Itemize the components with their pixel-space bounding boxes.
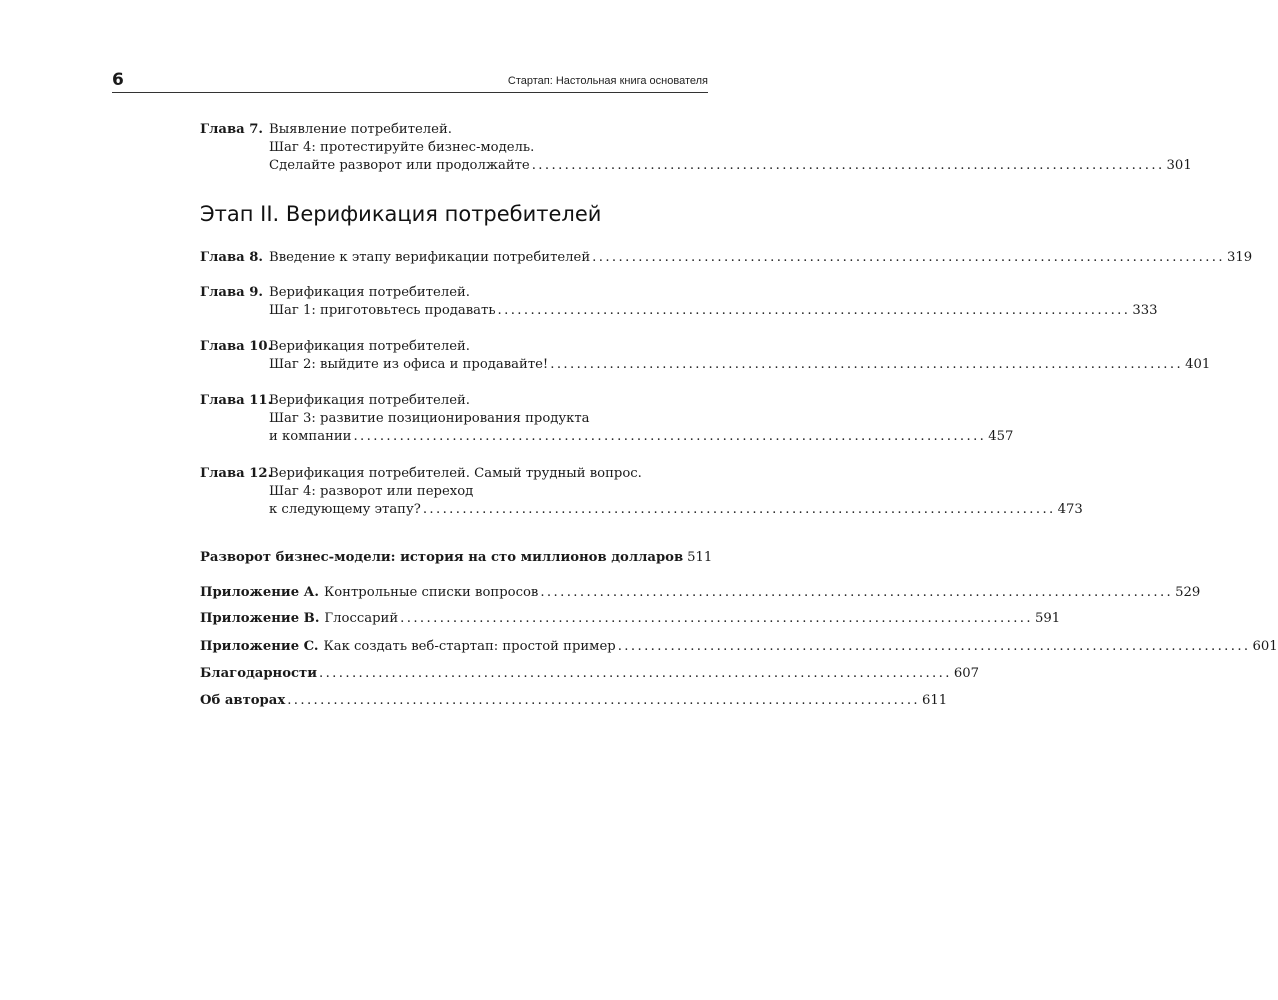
chapter-title-line: Сделайте разворот или продолжайте — [269, 158, 530, 173]
page-reference: 591 — [1034, 611, 1061, 626]
dot-leader: ................................................................................................ — [540, 585, 1174, 600]
chapter-label: Глава 12. — [200, 466, 273, 481]
chapter-title-line: Шаг 1: приготовьтесь продавать — [269, 303, 496, 318]
chapter-title-line: к следующему этапу? — [269, 502, 421, 517]
appendix-label: Приложение B. — [200, 611, 320, 626]
toc-entry-acknowledgements[interactable] — [200, 665, 979, 683]
entry-title: Благодарности — [200, 666, 317, 681]
dot-leader: ................................................................................................ — [550, 357, 1184, 372]
chapter-title-line: Верификация потребителей. — [269, 393, 470, 408]
chapter-title-line: Верификация потребителей. — [269, 339, 470, 354]
chapter-title-line: Верификация потребителей. Самый трудный вопрос. — [269, 466, 642, 481]
page-header — [112, 72, 708, 93]
page-reference: 301 — [1166, 158, 1192, 173]
entry-title: Глоссарий — [324, 611, 399, 626]
page-reference: 401 — [1185, 357, 1211, 372]
entry-title: Как создать веб-стартап: простой пример — [323, 639, 616, 654]
page-reference: 511 — [687, 550, 713, 565]
appendix-label: Приложение C. — [200, 639, 319, 654]
appendix-label: Приложение А. — [200, 585, 320, 600]
page-reference: 457 — [988, 429, 1014, 444]
chapter-title-line: Введение к этапу верификации потребителей — [269, 250, 591, 265]
chapter-title-line: Верификация потребителей. — [269, 285, 470, 300]
dot-leader: ................................................................................................ — [400, 611, 1033, 626]
chapter-label: Глава 10. — [200, 339, 273, 354]
dot-leader: ................................................................................................ — [617, 639, 1251, 654]
dot-leader: ................................................................................................ — [318, 666, 952, 681]
dot-leader: ................................................................................................ — [287, 693, 921, 708]
page-reference: 333 — [1132, 303, 1158, 318]
chapter-title-line: Шаг 4: разворот или переход — [269, 484, 474, 499]
page-reference: 611 — [922, 693, 948, 708]
chapter-title-line: Шаг 2: выйдите из офиса и продавайте! — [269, 357, 549, 372]
chapter-title-line: Шаг 3: развитие позиционирования продукта — [269, 411, 590, 426]
page-reference: 607 — [953, 666, 979, 681]
chapter-label: Глава 8. — [200, 250, 264, 265]
chapter-label: Глава 7. — [200, 122, 264, 137]
dot-leader: ................................................................................................ — [422, 502, 1056, 517]
toc-entry-about-authors[interactable] — [200, 692, 948, 710]
chapter-label: Глава 11. — [200, 393, 273, 408]
page-reference: 473 — [1057, 502, 1083, 517]
toc-entry-pivot-story[interactable] — [200, 549, 713, 567]
dot-leader: ................................................................................................ — [353, 429, 987, 444]
chapter-label: Глава 9. — [200, 285, 264, 300]
dot-leader: ................................................................................................ — [497, 303, 1131, 318]
chapter-title-line: Шаг 4: протестируйте бизнес-модель. — [269, 140, 535, 155]
chapter-title-line: и компании — [269, 429, 352, 444]
dot-leader: ................................................................................................ — [531, 158, 1165, 173]
chapter-title-line: Выявление потребителей. — [269, 122, 452, 137]
toc-entry-appendix-b[interactable] — [200, 610, 1061, 628]
entry-title: Контрольные списки вопросов — [324, 585, 539, 600]
toc-entry-appendix-a[interactable] — [200, 584, 1201, 602]
entry-title: Разворот бизнес-модели: история на сто миллионов долларов — [200, 550, 684, 565]
section-heading: Этап II. Верификация потребителей — [200, 202, 602, 226]
page-number: 6 — [112, 70, 124, 90]
entry-title: Об авторах — [200, 693, 286, 708]
page-reference: 529 — [1175, 585, 1201, 600]
dot-leader: ................................................................................................ — [592, 250, 1225, 265]
running-title: Стартап: Настольная книга основателя — [507, 75, 708, 87]
toc-entry-appendix-c[interactable] — [200, 638, 1278, 656]
page-reference: 319 — [1226, 250, 1253, 265]
page-reference: 601 — [1252, 639, 1278, 654]
